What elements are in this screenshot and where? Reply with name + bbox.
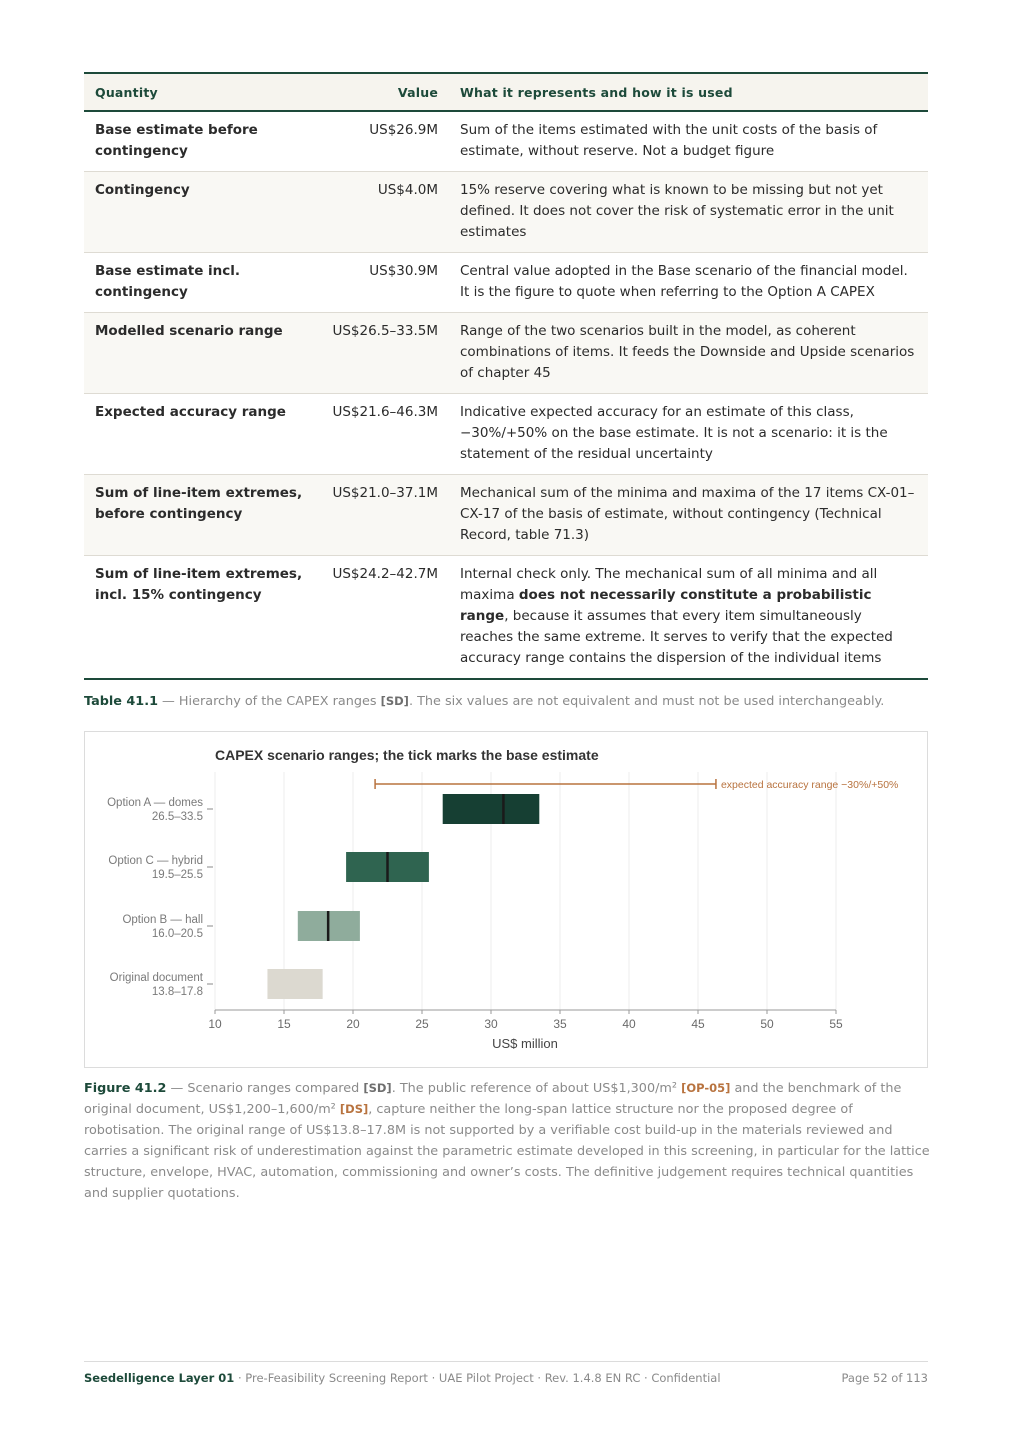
row-quantity: Base estimate incl. contingency <box>84 253 315 313</box>
table-caption <box>84 691 928 712</box>
row-description: 15% reserve covering what is known to be missing but not yet defined. It does not cover the risk of systematic error in the unit estimates <box>449 172 928 253</box>
row-description: Central value adopted in the Base scenario of the financial model. It is the figure to quote when referring to the Option A CAPEX <box>449 253 928 313</box>
row-quantity: Expected accuracy range <box>84 394 315 475</box>
x-tick-label: 40 <box>622 1017 636 1031</box>
row-description: Indicative expected accuracy for an estimate of this class, −30%/+50% on the base estimate. It is not a scenario: it is the statement of the residual uncertainty <box>449 394 928 475</box>
x-tick-label: 50 <box>760 1017 774 1031</box>
table-row <box>84 313 928 394</box>
row-value: US$24.2–42.7M <box>315 556 449 680</box>
row-value: US$21.6–46.3M <box>315 394 449 475</box>
scenario-range-figure <box>84 731 928 1068</box>
table-row <box>84 111 928 172</box>
row-quantity: Base estimate before contingency <box>84 111 315 172</box>
category-label: Original document <box>109 972 203 984</box>
table-caption-text: — Hierarchy of the CAPEX ranges <box>157 694 381 709</box>
figure-caption-text: , capture neither the long-span lattice structure nor the proposed degree of robotisation. The original range of US$13.8–17.8M is not supported by a verifiable cost build-up in the materials reviewed and carries a significant risk of underestimation against the parametric estimate developed in this screening, in particular for the lattice structure, envelope, HVAC, automation, commissioning and owner’s costs. The definitive judgement requires technical quantities and supplier quotations. <box>84 1102 930 1201</box>
reference-tag: [DS] <box>339 1102 369 1116</box>
x-tick-label: 10 <box>208 1017 222 1031</box>
row-value: US$21.0–37.1M <box>315 475 449 556</box>
scenario-range-chart <box>85 732 927 1067</box>
accuracy-range <box>375 779 898 791</box>
figure-caption-text: — Scenario ranges compared <box>166 1081 364 1096</box>
category-range-label: 19.5–25.5 <box>151 869 203 881</box>
x-axis-label: US$ million <box>492 1036 558 1051</box>
table-row <box>84 475 928 556</box>
figure-caption-label: Figure 41.2 <box>84 1081 167 1096</box>
row-description <box>449 556 928 680</box>
x-tick-label: 15 <box>277 1017 291 1031</box>
x-tick-label: 45 <box>691 1017 705 1031</box>
figure-caption-text: and the benchmark of the original document, US$1,200–1,600/m² <box>84 1081 902 1117</box>
x-tick-label: 35 <box>553 1017 567 1031</box>
row-quantity: Contingency <box>84 172 315 253</box>
category-range-label: 16.0–20.5 <box>151 928 203 940</box>
reference-tag: [OP-05] <box>681 1081 731 1095</box>
table-caption-text: . The six values are not equivalent and must not be used interchangeably. <box>408 694 885 709</box>
row-quantity: Sum of line-item extremes, incl. 15% contingency <box>84 556 315 680</box>
chart-title: CAPEX scenario ranges; the tick marks the base estimate <box>215 747 599 763</box>
footer-text: · Pre-Feasibility Screening Report · UAE Pilot Project · Rev. 1.4.8 EN RC · Confidential <box>234 1371 721 1385</box>
row-value: US$26.5–33.5M <box>315 313 449 394</box>
row-description: Range of the two scenarios built in the model, as coherent combinations of items. It feeds the Downside and Upside scenarios of chapter 45 <box>449 313 928 394</box>
description-emphasis: does not necessarily constitute a probabilistic range <box>460 587 872 624</box>
header-description: What it represents and how it is used <box>449 73 928 111</box>
x-tick-label: 20 <box>346 1017 360 1031</box>
accuracy-range-label: expected accuracy range −30%/+50% <box>720 779 899 791</box>
figure-caption <box>84 1078 930 1204</box>
chart-bars <box>267 794 539 999</box>
table-row <box>84 253 928 313</box>
description-text: , because it assumes that every item simultaneously reaches the same extreme. It serves to verify that the expected accuracy range contains the dispersion of the individual items <box>460 608 893 666</box>
header-value: Value <box>315 73 449 111</box>
row-value: US$26.9M <box>315 111 449 172</box>
table-header-row <box>84 73 928 111</box>
x-axis <box>208 1010 843 1031</box>
header-quantity: Quantity <box>84 73 315 111</box>
table-caption-label: Table 41.1 <box>84 694 158 709</box>
category-range-label: 26.5–33.5 <box>151 811 203 823</box>
footer-brand: Seedelligence Layer 01 <box>84 1371 235 1385</box>
x-tick-label: 55 <box>829 1017 843 1031</box>
page-number: Page 52 of 113 <box>841 1371 928 1385</box>
page-content <box>84 72 928 712</box>
category-label: Option C — hybrid <box>108 855 203 867</box>
row-description: Sum of the items estimated with the unit costs of the basis of estimate, without reserve. Not a budget figure <box>449 111 928 172</box>
row-description: Mechanical sum of the minima and maxima of the 17 items CX-01–CX-17 of the basis of estimate, without contingency (Technical Record, table 71.3) <box>449 475 928 556</box>
category-label: Option B — hall <box>122 914 203 926</box>
page-footer <box>84 1361 928 1385</box>
table-row <box>84 556 928 680</box>
source-tag: [SD] <box>363 1081 392 1095</box>
description-text: Internal check only. The mechanical sum of all minima and all maxima <box>460 566 878 603</box>
x-tick-label: 30 <box>484 1017 498 1031</box>
range-bar <box>443 794 540 824</box>
row-quantity: Sum of line-item extremes, before contingency <box>84 475 315 556</box>
table-row <box>84 172 928 253</box>
source-tag: [SD] <box>380 694 409 708</box>
category-range-label: 13.8–17.8 <box>151 986 203 998</box>
row-quantity: Modelled scenario range <box>84 313 315 394</box>
capex-ranges-table <box>84 72 928 680</box>
x-tick-label: 25 <box>415 1017 429 1031</box>
table-row <box>84 394 928 475</box>
row-value: US$30.9M <box>315 253 449 313</box>
figure-caption-text: . The public reference of about US$1,300/m² <box>391 1081 682 1096</box>
y-axis-labels <box>107 797 213 998</box>
category-label: Option A — domes <box>107 797 203 809</box>
row-value: US$4.0M <box>315 172 449 253</box>
range-bar <box>267 969 322 999</box>
